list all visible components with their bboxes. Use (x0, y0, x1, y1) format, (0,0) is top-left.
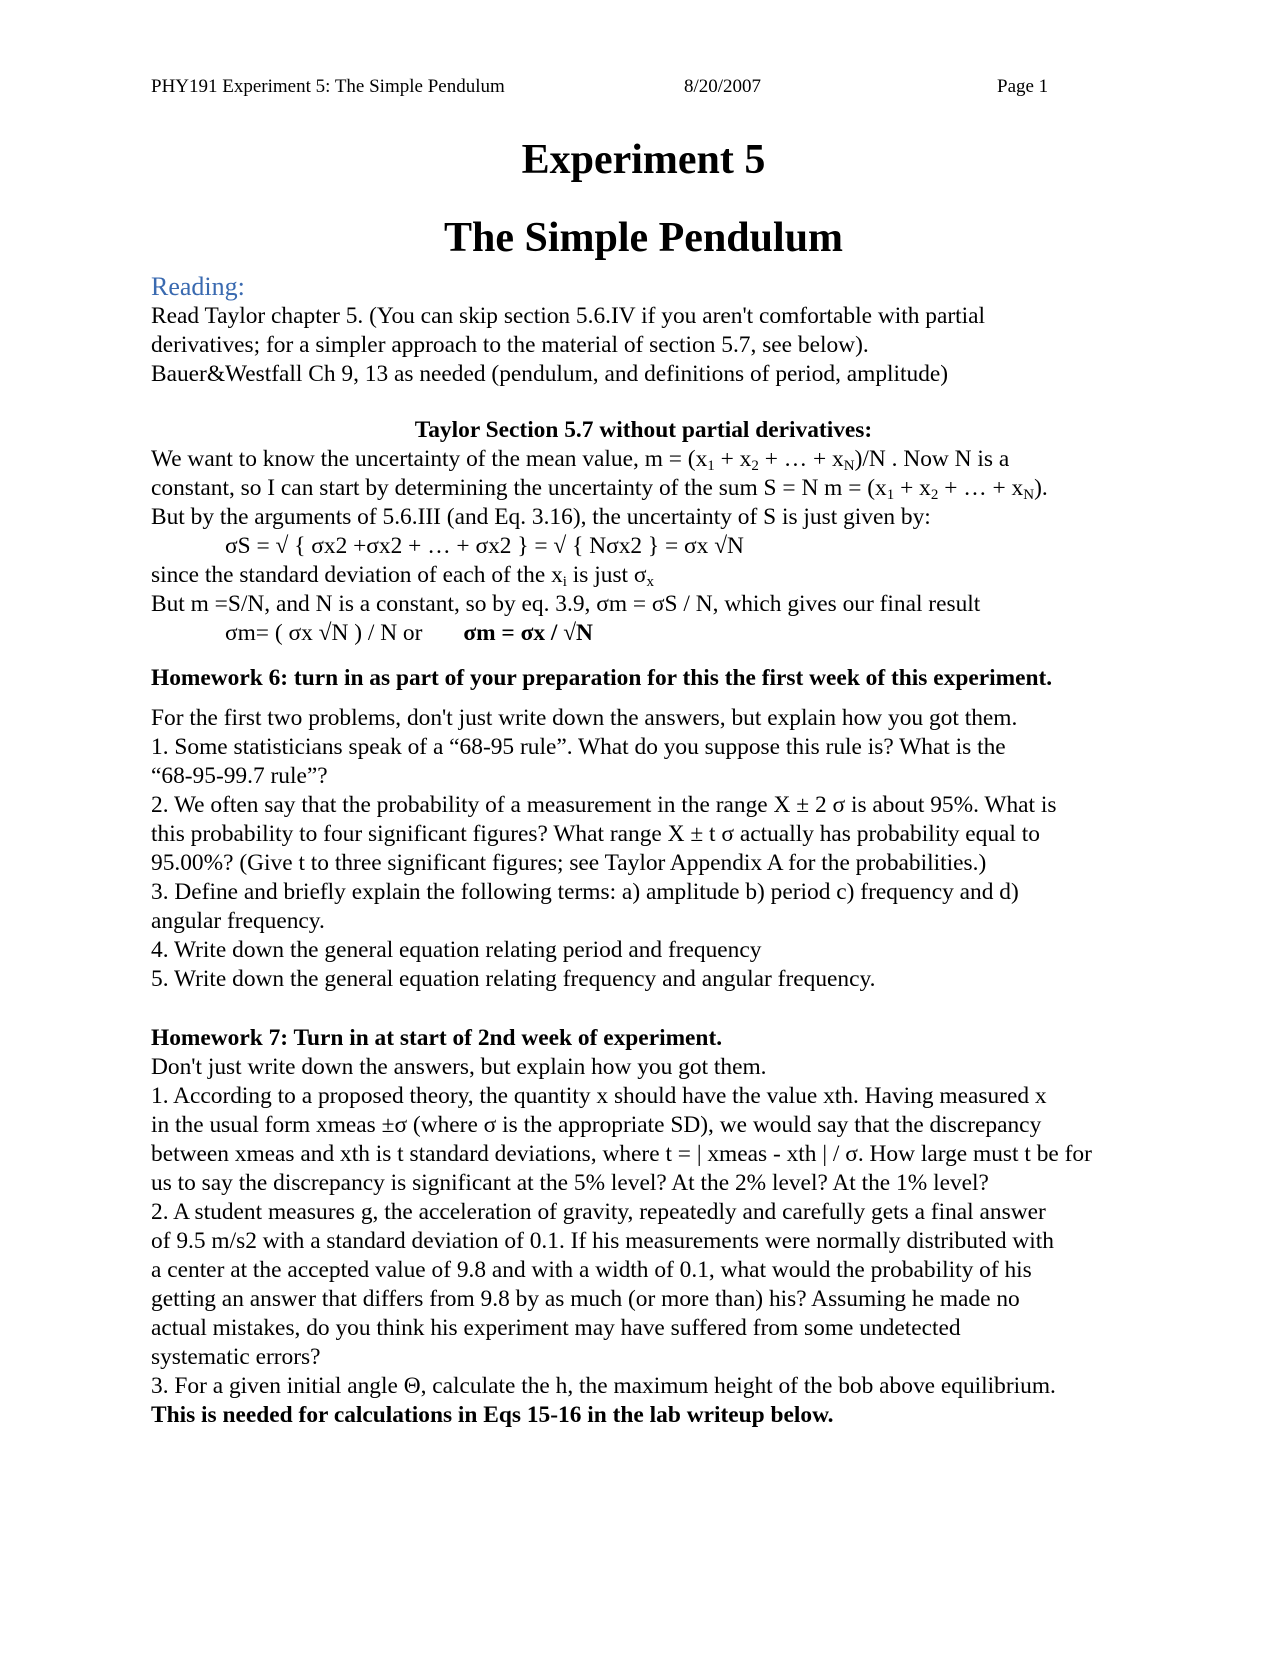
taylor-section (151, 416, 1136, 648)
hw7-line: Don't just write down the answers, but explain how you got them. (151, 1054, 767, 1080)
title-experiment: Experiment 5 (521, 137, 766, 183)
hw7-line: actual mistakes, do you think his experiment may have suffered from some undetected (151, 1315, 961, 1341)
equation-sigma-m: σm= ( σx √N ) / N or σm = σx / √N (225, 620, 593, 646)
reading-line: derivatives; for a simpler approach to the material of section 5.7, see below). (151, 332, 869, 358)
hw6-line: this probability to four significant figures? What range X ± t σ actually has probability equal to (151, 821, 1040, 847)
header-date: 8/20/2007 (684, 76, 762, 97)
header-course: PHY191 Experiment 5: The Simple Pendulum (151, 76, 505, 97)
hw7-closing-note: This is needed for calculations in Eqs 15-16 in the lab writeup below. (151, 1402, 834, 1428)
hw6-heading-text: Homework 6: turn in as part of your preparation for this the first week of this experiment. (151, 665, 1053, 691)
header-page-number: Page 1 (997, 76, 1049, 97)
equation-sigma-s: σS = √ { σx2 +σx2 + … + σx2 } = √ { Nσx2 } = σx √N (225, 533, 744, 559)
hw6-section (151, 704, 1136, 994)
hw7-heading: Homework 7: Turn in at start of 2nd week of experiment. (151, 1025, 723, 1051)
taylor-line-1: We want to know the uncertainty of the mean value, $m = (x_1 + x_2$ + … + $x_N)/N$ . Now N is a (151, 446, 1010, 474)
final-result: σm = σx / √N (463, 620, 593, 646)
hw6-line: 5. Write down the general equation relating frequency and angular frequency. (151, 966, 876, 992)
hw6-line: angular frequency. (151, 908, 325, 934)
hw6-heading (151, 664, 1136, 693)
hw6-line: 4. Write down the general equation relating period and frequency (151, 937, 762, 963)
taylor-line-5: since the standard deviation of each of the $x_i$ is just $\sigma_x$ (151, 562, 655, 590)
title-pendulum: The Simple Pendulum (443, 215, 844, 261)
reading-heading: Reading: (151, 272, 245, 301)
hw6-line: 1. Some statisticians speak of a “68-95 rule”. What do you suppose this rule is? What is the (151, 734, 1006, 760)
hw6-line: 3. Define and briefly explain the following terms: a) amplitude b) period c) frequency and d) (151, 879, 1019, 905)
hw7-section (151, 1024, 1136, 1430)
hw7-line: in the usual form xmeas ±σ (where σ is the appropriate SD), we would say that the discrepancy (151, 1112, 1042, 1138)
reading-line: Read Taylor chapter 5. (You can skip section 5.6.IV if you aren't comfortable with partial (151, 303, 986, 329)
hw6-line: 95.00%? (Give t to three significant figures; see Taylor Appendix A for the probabilities.) (151, 850, 987, 876)
hw7-line: 2. A student measures g, the acceleration of gravity, repeatedly and carefully gets a final answer (151, 1199, 1046, 1225)
hw7-line: a center at the accepted value of 9.8 and with a width of 0.1, what would the probability of his (151, 1257, 1032, 1283)
hw7-line: 1. According to a proposed theory, the quantity x should have the value xth. Having measured x (151, 1083, 1047, 1109)
reading-line: Bauer&Westfall Ch 9, 13 as needed (pendulum, and definitions of period, amplitude) (151, 361, 949, 387)
hw7-line: between xmeas and xth is t standard deviations, where t = | xmeas - xth | / σ. How large must t be for (151, 1141, 1092, 1167)
hw7-line: getting an answer that differs from 9.8 by as much (or more than) his? Assuming he made no (151, 1286, 1020, 1312)
hw7-line: 3. For a given initial angle Θ, calculate the h, the maximum height of the bob above equilibrium. (151, 1373, 1056, 1399)
hw6-line: For the first two problems, don't just write down the answers, but explain how you got them. (151, 705, 1018, 731)
hw7-line: of 9.5 m/s2 with a standard deviation of 0.1. If his measurements were normally distributed with (151, 1228, 1054, 1254)
page-header (151, 76, 1136, 104)
taylor-line-2: constant, so I can start by determining the uncertainty of the sum S = N $m = (x_1 + x_2$ + … + $x_N$). (151, 475, 1048, 503)
hw7-line: us to say the discrepancy is significant at the 5% level? At the 2% level? At the 1% level? (151, 1170, 989, 1196)
hw7-line: systematic errors? (151, 1344, 321, 1370)
reading-section (151, 302, 1136, 389)
taylor-line-6: But m =S/N, and N is a constant, so by eq. 3.9, σm = σS / N, which gives our final result (151, 591, 981, 617)
taylor-line-3: But by the arguments of 5.6.III (and Eq. 3.16), the uncertainty of S is just given by: (151, 504, 931, 530)
taylor-heading: Taylor Section 5.7 without partial derivatives: (414, 417, 873, 443)
hw6-line: 2. We often say that the probability of a measurement in the range X ± 2 σ is about 95%. What is (151, 792, 1057, 818)
hw6-line: “68-95-99.7 rule”? (151, 763, 328, 789)
